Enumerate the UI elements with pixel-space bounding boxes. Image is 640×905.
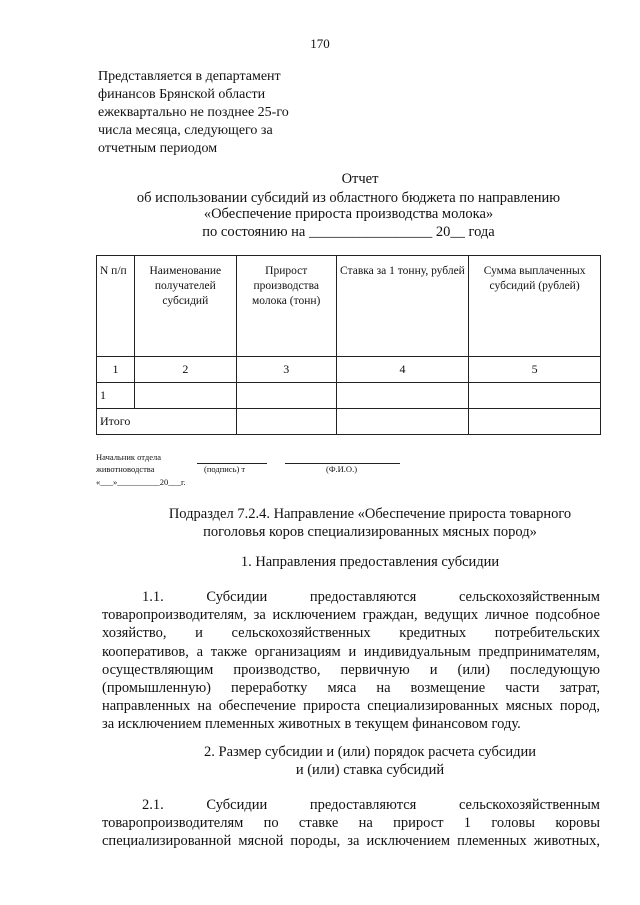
col-header-rate: Ставка за 1 тонну, рублей <box>336 256 469 357</box>
para-line: 2.1. Субсидии предоставляются сельскохозяйственным <box>142 797 600 813</box>
report-direction: «Обеспечение прироста производства молока» <box>203 206 494 222</box>
table-cell <box>336 409 469 435</box>
table-cell <box>134 383 236 409</box>
para-line: кооперативов, а также организациям и индивидуальным предпринимателям, <box>102 643 600 660</box>
report-table <box>96 255 601 435</box>
report-subtitle: об использовании субсидий из областного бюджета по направлению <box>136 190 561 206</box>
signature-position: Начальник отдела <box>96 452 162 462</box>
table-cell <box>236 409 336 435</box>
section2-heading-line2: и (или) ставка субсидий <box>295 762 445 778</box>
report-title: Отчет <box>341 171 379 187</box>
table-row-total <box>97 409 601 435</box>
para-line: хозяйство, и сельскохозяйственных кредитных потребительских <box>102 625 600 642</box>
subsection-title-line2: поголовья коров специализированных мясных пород» <box>203 524 537 540</box>
section2-heading-line1: 2. Размер субсидии и (или) порядок расчета субсидии <box>204 744 536 760</box>
col-header-recipients: Наименование получателей субсидий <box>134 256 236 357</box>
signature-caption: (подпись) т <box>204 464 246 474</box>
table-cell <box>469 409 601 435</box>
para-line: 1.1. Субсидии предоставляются сельскохозяйственным <box>142 589 600 605</box>
table-row-column-numbers <box>97 357 601 383</box>
table-header-row <box>97 256 601 357</box>
para-line: за исключением племенных животных в текущем финансовом году. <box>102 716 521 733</box>
section2-paragraph <box>102 796 600 851</box>
report-date-line: по состоянию на _________________ 20__ года <box>202 224 495 240</box>
submit-note <box>98 68 328 158</box>
subsection-title-line1: Подраздел 7.2.4. Направление «Обеспечение прироста товарного <box>168 506 572 522</box>
table-cell: 1 <box>97 357 135 383</box>
submit-note-line: финансов Брянской области <box>98 87 266 102</box>
table-cell: 5 <box>469 357 601 383</box>
table-cell: 3 <box>236 357 336 383</box>
table-cell <box>469 383 601 409</box>
name-caption: (Ф.И.О.) <box>326 464 358 474</box>
table-cell <box>336 383 469 409</box>
page-number: 170 <box>310 36 330 51</box>
para-line: товаропроизводителям, за исключением граждан, ведущих личное подсобное <box>102 607 600 624</box>
table-row <box>97 383 601 409</box>
col-header-number: N п/п <box>97 256 135 357</box>
submit-note-line: отчетным периодом <box>98 141 218 156</box>
para-line: товаропроизводителям по ставке на прирост 1 головы коровы <box>102 815 600 832</box>
total-label: Итого <box>97 409 237 435</box>
col-header-amount: Сумма выплаченных субсидий (рублей) <box>469 256 601 357</box>
col-header-milk-growth: Прирост производства молока (тонн) <box>236 256 336 357</box>
submit-note-line: Представляется в департамент <box>98 69 281 84</box>
para-line: специализированной мясной породы, за исключением племенных животных, <box>102 833 600 850</box>
table-cell: 4 <box>336 357 469 383</box>
signature-date: «___»__________20___г. <box>96 477 186 487</box>
section1-paragraph <box>102 588 600 734</box>
submit-note-line: числа месяца, следующего за <box>98 123 273 138</box>
signature-department: животноводства <box>96 464 155 474</box>
table-cell: 1 <box>97 383 135 409</box>
section1-heading: 1. Направления предоставления субсидии <box>240 554 500 570</box>
table-cell <box>236 383 336 409</box>
table-cell: 2 <box>134 357 236 383</box>
para-line: (промышленную) переработку мяса на возмещение части затрат, <box>102 680 600 697</box>
para-line: осуществляющим производство, первичную и (или) последующую <box>102 661 600 678</box>
para-line: направленных на обеспечение прироста специализированных мясных пород, <box>102 698 600 715</box>
submit-note-line: ежеквартально не позднее 25-го <box>98 105 289 120</box>
